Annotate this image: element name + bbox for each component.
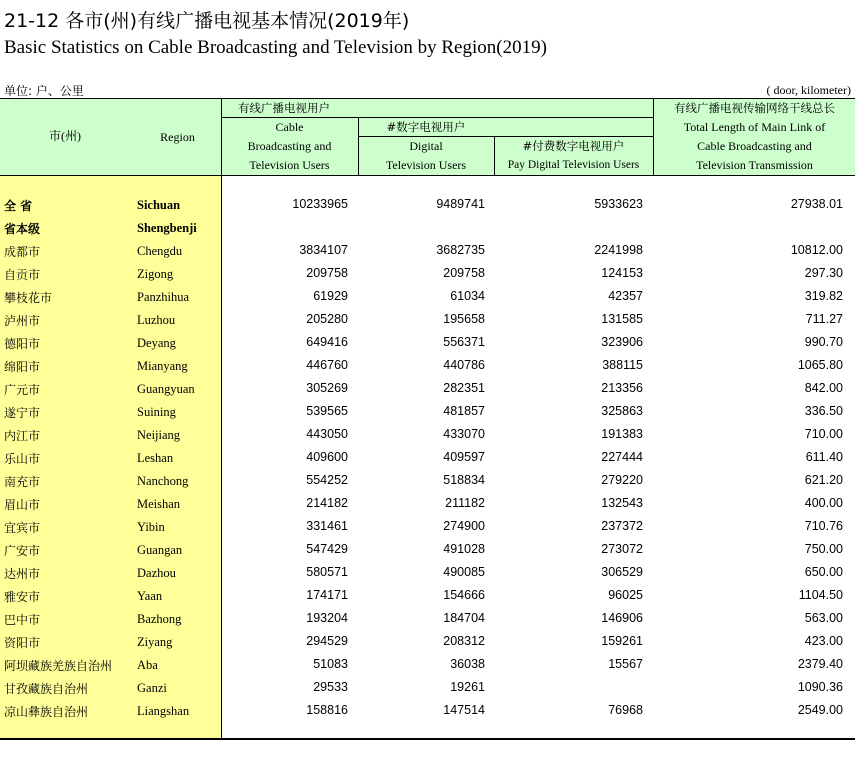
table-row xyxy=(0,630,855,653)
region-name-cn: 泸州市 xyxy=(4,314,41,328)
main-link-length-value: 1065.80 xyxy=(797,358,843,372)
region-name-cn: 南充市 xyxy=(4,475,41,489)
table-row xyxy=(0,239,855,262)
main-link-length-value: 563.00 xyxy=(804,611,843,625)
header-length-cn: 有线广播电视传输网络干线总长 xyxy=(674,101,835,115)
header-cable-users-en2: Broadcasting and xyxy=(247,139,332,153)
digital-users-value: 3682735 xyxy=(436,243,485,257)
main-link-length-value: 650.00 xyxy=(804,565,843,579)
paid-digital-users-value: 237372 xyxy=(601,519,643,533)
main-link-length-value: 423.00 xyxy=(804,634,843,648)
main-link-length-value: 990.70 xyxy=(804,335,843,349)
main-link-length-value: 750.00 xyxy=(804,542,843,556)
cable-users-value: 193204 xyxy=(306,611,348,625)
paid-digital-users-value: 132543 xyxy=(601,496,643,510)
paid-digital-users-value: 131585 xyxy=(601,312,643,326)
region-name-en: Panzhihua xyxy=(137,290,190,304)
region-name-en: Guangyuan xyxy=(137,382,195,396)
digital-users-value: 440786 xyxy=(443,358,485,372)
digital-users-value: 154666 xyxy=(443,588,485,602)
digital-users-value: 490085 xyxy=(443,565,485,579)
region-name-cn: 宜宾市 xyxy=(4,521,41,535)
table-row xyxy=(0,400,855,423)
paid-digital-users-value: 2241998 xyxy=(594,243,643,257)
cable-users-value: 305269 xyxy=(306,381,348,395)
region-name-cn: 广安市 xyxy=(4,544,41,558)
unit-label-en: ( door, kilometer) xyxy=(766,83,851,97)
main-link-length-value: 621.20 xyxy=(804,473,843,487)
region-name-cn: 凉山彝族自治州 xyxy=(4,705,89,719)
paid-digital-users-value: 42357 xyxy=(608,289,643,303)
region-name-en: Liangshan xyxy=(137,704,190,718)
digital-users-value: 282351 xyxy=(443,381,485,395)
region-name-en: Leshan xyxy=(137,451,174,465)
paid-digital-users-value: 5933623 xyxy=(594,197,643,211)
main-link-length-value: 1090.36 xyxy=(797,680,843,694)
region-name-cn: 广元市 xyxy=(4,383,41,397)
table-row xyxy=(0,377,855,400)
region-name-en: Guangan xyxy=(137,543,183,557)
paid-digital-users-value: 323906 xyxy=(601,335,643,349)
region-name-en: Yibin xyxy=(137,520,165,534)
main-link-length-value: 400.00 xyxy=(804,496,843,510)
cable-users-value: 205280 xyxy=(306,312,348,326)
cable-users-value: 209758 xyxy=(306,266,348,280)
digital-users-value: 19261 xyxy=(450,680,485,694)
region-name-en: Dazhou xyxy=(137,566,176,580)
table-row xyxy=(0,584,855,607)
region-name-en: Mianyang xyxy=(137,359,188,373)
region-name-en: Ziyang xyxy=(137,635,173,649)
main-link-length-value: 611.40 xyxy=(805,450,843,464)
header-paid-en: Pay Digital Television Users xyxy=(507,159,640,171)
paid-digital-users-value: 273072 xyxy=(601,542,643,556)
table-row xyxy=(0,285,855,308)
digital-users-value: 147514 xyxy=(443,703,485,717)
region-name-cn: 成都市 xyxy=(4,245,41,259)
table-row xyxy=(0,446,855,469)
region-name-en: Suining xyxy=(137,405,176,419)
main-link-length-value: 2379.40 xyxy=(797,657,843,671)
cable-users-value: 61929 xyxy=(313,289,348,303)
table-row xyxy=(0,515,855,538)
digital-users-value: 208312 xyxy=(443,634,485,648)
header-paid-cn: #付费数字电视用户 xyxy=(522,139,625,153)
table-row xyxy=(0,607,855,630)
cable-users-value: 446760 xyxy=(306,358,348,372)
table-row xyxy=(0,492,855,515)
table-row xyxy=(0,354,855,377)
header-cable-users-cn: 有线广播电视用户 xyxy=(238,101,330,115)
digital-users-value: 36038 xyxy=(450,657,485,671)
header-region-en: Region xyxy=(160,130,195,144)
cable-users-value: 580571 xyxy=(306,565,348,579)
main-link-length-value: 710.00 xyxy=(804,427,843,441)
table-row xyxy=(0,469,855,492)
unit-label-cn: 单位: 户、公里 xyxy=(4,84,84,98)
cable-users-value: 331461 xyxy=(306,519,348,533)
region-name-en: Aba xyxy=(137,658,158,672)
region-name-en: Luzhou xyxy=(137,313,176,327)
main-link-length-value: 710.76 xyxy=(804,519,843,533)
region-name-en: Meishan xyxy=(137,497,181,511)
region-name-en: Zigong xyxy=(137,267,174,281)
digital-users-value: 211182 xyxy=(445,496,485,510)
table-row xyxy=(0,216,855,239)
digital-users-value: 61034 xyxy=(450,289,485,303)
cable-users-value: 443050 xyxy=(306,427,348,441)
digital-users-value: 491028 xyxy=(443,542,485,556)
digital-users-value: 195658 xyxy=(443,312,485,326)
main-link-length-value: 319.82 xyxy=(804,289,843,303)
main-link-length-value: 711.27 xyxy=(805,312,843,326)
paid-digital-users-value: 15567 xyxy=(608,657,643,671)
main-link-length-value: 336.50 xyxy=(804,404,843,418)
paid-digital-users-value: 227444 xyxy=(601,450,643,464)
region-name-cn: 省本级 xyxy=(4,222,41,236)
header-city-cn: 市(州) xyxy=(49,129,81,143)
region-name-cn: 眉山市 xyxy=(4,498,41,512)
table-row xyxy=(0,423,855,446)
cable-users-value: 214182 xyxy=(306,496,348,510)
paid-digital-users-value: 76968 xyxy=(608,703,643,717)
paid-digital-users-value: 159261 xyxy=(601,634,643,648)
header-length-en1: Total Length of Main Link of xyxy=(683,120,826,134)
digital-users-value: 556371 xyxy=(443,335,485,349)
digital-users-value: 9489741 xyxy=(436,197,485,211)
paid-digital-users-value: 96025 xyxy=(608,588,643,602)
region-name-en: Nanchong xyxy=(137,474,189,488)
header-digital-en1: Digital xyxy=(409,139,443,153)
region-name-en: Deyang xyxy=(137,336,176,350)
cable-users-value: 158816 xyxy=(306,703,348,717)
header-digital-en2: Television Users xyxy=(385,158,467,172)
region-name-cn: 雅安市 xyxy=(4,590,41,604)
paid-digital-users-value: 191383 xyxy=(601,427,643,441)
digital-users-value: 481857 xyxy=(443,404,485,418)
digital-users-value: 274900 xyxy=(443,519,485,533)
header-length-en2: Cable Broadcasting and xyxy=(697,139,812,153)
main-link-length-value: 1104.50 xyxy=(798,588,843,602)
header-digital-cn: #数字电视用户 xyxy=(386,120,466,134)
paid-digital-users-value: 124153 xyxy=(601,266,643,280)
cable-users-value: 174171 xyxy=(306,588,348,602)
header-cable-users-en1: Cable xyxy=(275,120,304,134)
region-name-en: Ganzi xyxy=(137,681,167,695)
digital-users-value: 209758 xyxy=(443,266,485,280)
region-name-cn: 攀枝花市 xyxy=(4,291,53,305)
paid-digital-users-value: 279220 xyxy=(601,473,643,487)
paid-digital-users-value: 306529 xyxy=(601,565,643,579)
region-name-en: Bazhong xyxy=(137,612,182,626)
region-name-cn: 全 省 xyxy=(4,199,33,213)
region-name-en: Chengdu xyxy=(137,244,183,258)
table-bottom-border xyxy=(0,738,855,740)
cable-users-value: 547429 xyxy=(306,542,348,556)
region-name-cn: 内江市 xyxy=(4,429,41,443)
region-name-cn: 绵阳市 xyxy=(4,360,41,374)
table-row xyxy=(0,538,855,561)
table-row xyxy=(0,331,855,354)
cable-users-value: 10233965 xyxy=(292,197,348,211)
digital-users-value: 518834 xyxy=(443,473,485,487)
cable-users-value: 51083 xyxy=(313,657,348,671)
cable-users-value: 294529 xyxy=(306,634,348,648)
table-row xyxy=(0,561,855,584)
table-row xyxy=(0,308,855,331)
cable-users-value: 539565 xyxy=(306,404,348,418)
digital-users-value: 409597 xyxy=(443,450,485,464)
digital-users-value: 184704 xyxy=(443,611,485,625)
region-name-cn: 德阳市 xyxy=(4,337,41,351)
paid-digital-users-value: 146906 xyxy=(601,611,643,625)
paid-digital-users-value: 213356 xyxy=(601,381,643,395)
page-title-en: Basic Statistics on Cable Broadcasting and Television by Region(2019) xyxy=(4,37,547,58)
digital-users-value: 433070 xyxy=(443,427,485,441)
region-name-cn: 巴中市 xyxy=(4,613,41,627)
table-row xyxy=(0,676,855,699)
region-name-cn: 阿坝藏族羌族自治州 xyxy=(4,659,113,673)
region-name-cn: 遂宁市 xyxy=(4,406,41,420)
region-name-cn: 自贡市 xyxy=(4,268,41,282)
main-link-length-value: 10812.00 xyxy=(790,243,843,257)
main-link-length-value: 2549.00 xyxy=(797,703,843,717)
paid-digital-users-value: 325863 xyxy=(601,404,643,418)
main-link-length-value: 842.00 xyxy=(804,381,843,395)
cable-users-value: 409600 xyxy=(306,450,348,464)
main-link-length-value: 27938.01 xyxy=(790,197,843,211)
header-length-en3: Television Transmission xyxy=(696,158,813,172)
region-name-en: Shengbenji xyxy=(137,221,197,235)
table-row xyxy=(0,699,855,722)
region-name-cn: 乐山市 xyxy=(4,452,41,466)
cable-users-value: 554252 xyxy=(306,473,348,487)
table-row xyxy=(0,262,855,285)
region-name-en: Sichuan xyxy=(137,198,181,212)
cable-users-value: 649416 xyxy=(306,335,348,349)
cable-users-value: 3834107 xyxy=(299,243,348,257)
table-row xyxy=(0,653,855,676)
region-name-en: Neijiang xyxy=(137,428,181,442)
main-link-length-value: 297.30 xyxy=(804,266,843,280)
paid-digital-users-value: 388115 xyxy=(602,358,643,372)
region-name-cn: 甘孜藏族自治州 xyxy=(4,682,89,696)
header-cable-users-en3: Television Users xyxy=(249,158,330,172)
table-row xyxy=(0,193,855,216)
region-name-en: Yaan xyxy=(137,589,163,603)
region-name-cn: 资阳市 xyxy=(4,636,41,650)
header-bottom-border xyxy=(0,175,855,176)
cable-users-value: 29533 xyxy=(313,680,348,694)
page-title-cn: 21-12 各市(州)有线广播电视基本情况(2019年) xyxy=(4,10,410,32)
region-name-cn: 达州市 xyxy=(4,567,41,581)
